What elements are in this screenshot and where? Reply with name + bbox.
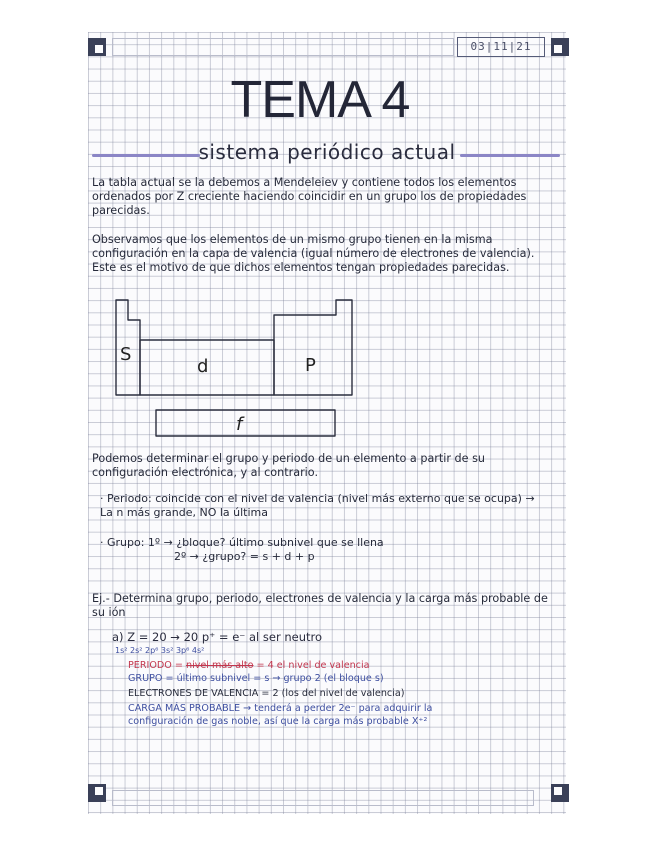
bullet-grupo-1: · Grupo: 1º → ¿bloque? último subnivel que se llena bbox=[100, 536, 384, 549]
block-f-label: f bbox=[236, 414, 243, 435]
determine-paragraph: Podemos determinar el grupo y periodo de un elemento a partir de su configuración electrónica, y al contrario. bbox=[92, 452, 486, 480]
date-box: 03|11|21 bbox=[457, 37, 545, 57]
block-d-label: d bbox=[197, 356, 209, 377]
corner-mark-bottom-right bbox=[551, 784, 569, 802]
header-bar bbox=[112, 38, 454, 56]
answer-carga-2: configuración de gas noble, así que la carga más probable X⁺² bbox=[128, 716, 428, 727]
paragraph-1: La tabla actual se la debemos a Mendeleiev y contiene todos los elementos ordenados por Z creciente haciendo coincidir en un grupo los de propiedades parecidas. bbox=[92, 176, 527, 218]
block-p-label: P bbox=[305, 355, 316, 376]
exercise-item-a: a) Z = 20 → 20 p⁺ = e⁻ al ser neutro bbox=[112, 630, 323, 644]
subtitle: sistema periódico actual bbox=[198, 140, 456, 164]
subtitle-row bbox=[92, 140, 562, 170]
corner-mark-top-left bbox=[88, 38, 106, 56]
answer-electrones: ELECTRONES DE VALENCIA = 2 (los del nivel de valencia) bbox=[128, 688, 405, 699]
paragraph-2: Observamos que los elementos de un mismo grupo tienen en la misma configuración en la capa de valencia (igual número de electrones de valencia). Este es el motivo de que dichos elementos tengan propiedades parecidas. bbox=[92, 233, 535, 275]
answer-periodo bbox=[128, 660, 370, 672]
periodo-note: el nivel de valencia bbox=[276, 660, 370, 671]
answer-grupo: GRUPO = último subnivel = s → grupo 2 (el bloque s) bbox=[128, 673, 384, 684]
periodo-prefix: PERIODO = bbox=[128, 660, 186, 671]
periodo-value: = 4 bbox=[253, 660, 277, 671]
electron-configuration: 1s² 2s² 2p⁶ 3s² 3p⁶ 4s² bbox=[115, 646, 205, 655]
bullet-grupo-2: 2º → ¿grupo? = s + d + p bbox=[174, 550, 315, 563]
periodo-strike: nivel más alto bbox=[185, 660, 254, 671]
footer-bar bbox=[112, 790, 534, 806]
page-title: TEMA 4 bbox=[230, 71, 410, 129]
corner-mark-bottom-left bbox=[88, 784, 106, 802]
block-s-label: S bbox=[120, 344, 132, 365]
corner-mark-top-right bbox=[551, 38, 569, 56]
answer-carga-1: CARGA MÁS PROBABLE → tenderá a perder 2e⁻ para adquirir la bbox=[128, 703, 433, 714]
bullet-periodo: · Periodo: coincide con el nivel de valencia (nivel más externo que se ocupa) → La n más grande, NO la última bbox=[100, 492, 535, 519]
exercise-prompt: Ej.- Determina grupo, periodo, electrones de valencia y la carga más probable de su ión bbox=[92, 592, 548, 620]
